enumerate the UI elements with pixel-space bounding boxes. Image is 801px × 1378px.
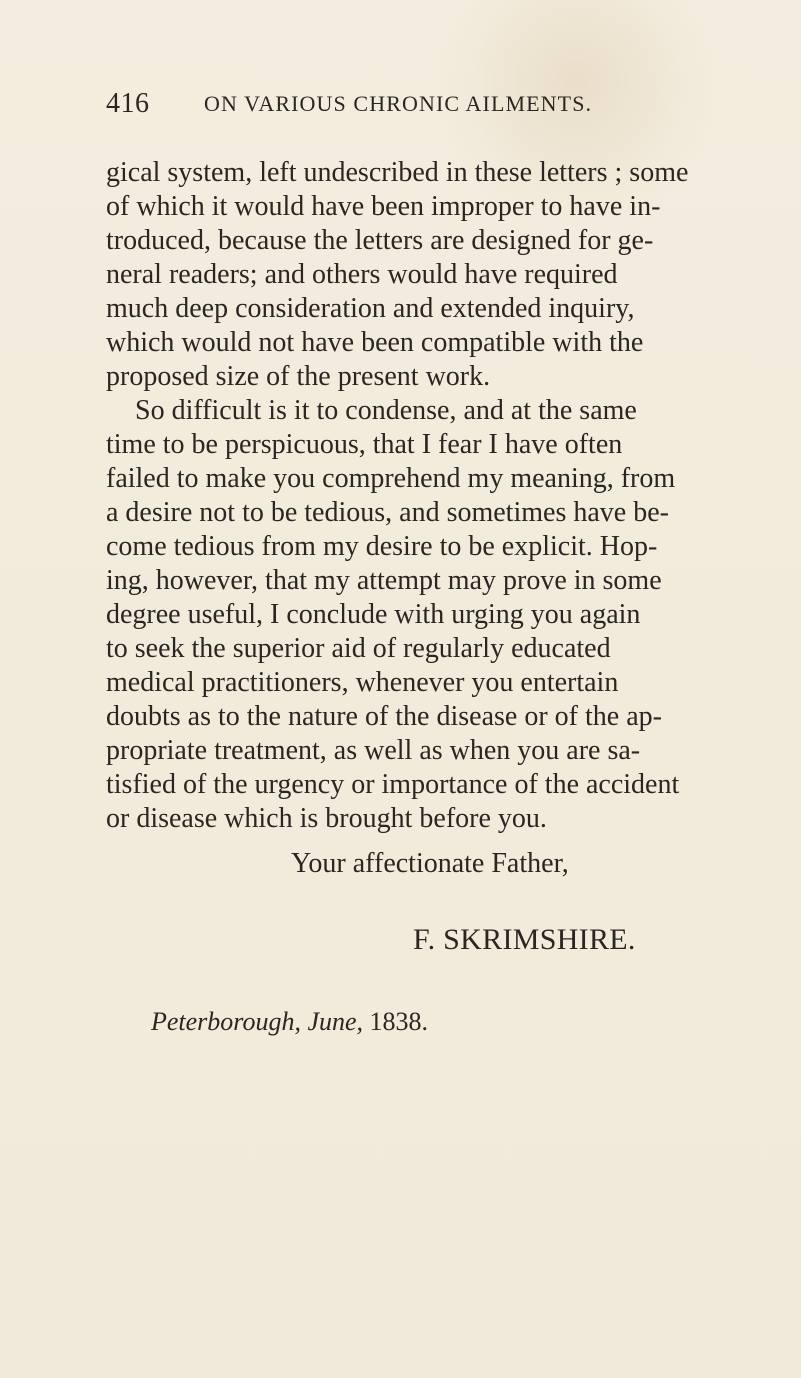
body-line: So difficult is it to condense, and at the same bbox=[135, 395, 637, 426]
place-date-text: Peterborough, June, bbox=[151, 1007, 364, 1036]
valediction: Your affectionate Father, bbox=[291, 848, 569, 879]
letter-body bbox=[106, 156, 689, 836]
body-line: gical system, left undescribed in these letters ; some bbox=[106, 157, 689, 188]
body-line: failed to make you comprehend my meaning, from bbox=[106, 463, 676, 494]
body-line: tisfied of the urgency or importance of the accident bbox=[106, 769, 680, 800]
running-head: ON VARIOUS CHRONIC AILMENTS. bbox=[204, 91, 593, 116]
body-line: doubts as to the nature of the disease or of the ap- bbox=[106, 701, 662, 732]
body-line: time to be perspicuous, that I fear I have often bbox=[106, 429, 623, 460]
signature: F. SKRIMSHIRE. bbox=[413, 923, 636, 956]
body-line: medical practitioners, whenever you entertain bbox=[106, 667, 619, 698]
place-and-date bbox=[151, 1007, 428, 1037]
body-line: which would not have been compatible with the bbox=[106, 327, 644, 358]
body-line: troduced, because the letters are designed for ge- bbox=[106, 225, 654, 256]
body-line: ing, however, that my attempt may prove in some bbox=[106, 565, 662, 596]
body-line: a desire not to be tedious, and sometimes have be- bbox=[106, 497, 669, 528]
year-text: 1838. bbox=[369, 1007, 429, 1036]
body-line: neral readers; and others would have required bbox=[106, 259, 618, 290]
body-line: of which it would have been improper to have in- bbox=[106, 191, 661, 222]
body-line: propriate treatment, as well as when you are sa- bbox=[106, 735, 641, 766]
body-line: much deep consideration and extended inquiry, bbox=[106, 293, 635, 324]
page-header bbox=[106, 88, 602, 128]
body-line: or disease which is brought before you. bbox=[106, 803, 547, 834]
page-number: 416 bbox=[106, 88, 150, 119]
body-line: to seek the superior aid of regularly educated bbox=[106, 633, 611, 664]
body-line: proposed size of the present work. bbox=[106, 361, 491, 392]
body-line: come tedious from my desire to be explicit. Hop- bbox=[106, 531, 658, 562]
body-line: degree useful, I conclude with urging you again bbox=[106, 599, 641, 630]
